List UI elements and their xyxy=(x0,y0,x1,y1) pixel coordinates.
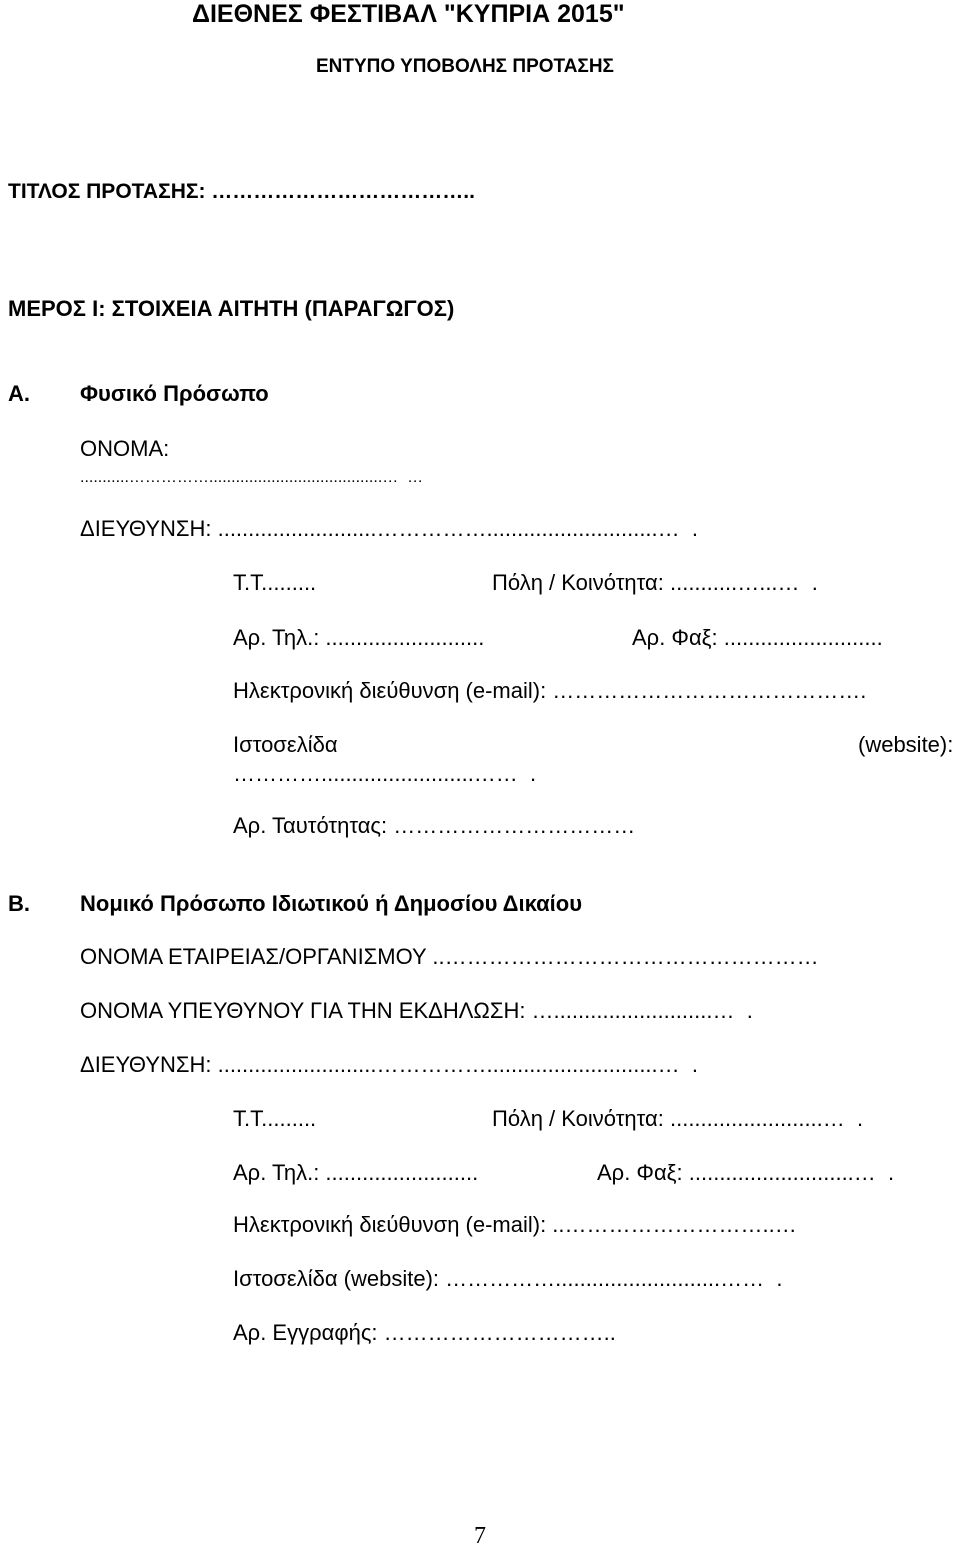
company-name-field: ΟΝΟΜΑ ΕΤΑΙΡΕΙΑΣ/ΟΡΓΑΝΙΣΜΟΥ ..…………………………………………… xyxy=(80,944,819,969)
website-field: Ιστοσελίδα (website): ……………...........................…… . xyxy=(233,1266,783,1291)
email-field: Ηλεκτρονική διεύθυνση (e-mail): ……………………………………. xyxy=(233,678,867,703)
phone-field: Αρ. Τηλ.: ......................... xyxy=(233,1160,479,1185)
address-field: ΔΙΕΥΘΥΝΣΗ: ..........................……………............................… . xyxy=(80,516,698,541)
city-field: Πόλη / Κοινότητα: .........................… . xyxy=(492,1106,864,1131)
postal-code-field: Τ.Τ......... xyxy=(233,1106,317,1131)
name-field-dots: ...........…………….......................................… … xyxy=(80,469,424,486)
section-b-title: Νομικό Πρόσωπο Ιδιωτικού ή Δημοσίου Δικαίου xyxy=(80,891,583,916)
section-a-title: Φυσικό Πρόσωπο xyxy=(80,381,269,406)
part-1-heading: ΜΕΡΟΣ Ι: ΣΤΟΙΧΕΙΑ ΑΙΤΗΤΗ (ΠΑΡΑΓΩΓΟΣ) xyxy=(8,296,455,321)
address-field: ΔΙΕΥΘΥΝΣΗ: ..........................……………............................… . xyxy=(80,1052,698,1077)
website-paren-label: (website): xyxy=(858,732,954,757)
id-number-field: Αρ. Ταυτότητας: …………………………… xyxy=(233,813,636,838)
section-b-letter: Β. xyxy=(8,891,30,916)
fax-field: Αρ. Φαξ: .......................... xyxy=(632,625,883,650)
section-a-letter: Α. xyxy=(8,381,30,406)
email-field: Ηλεκτρονική διεύθυνση (e-mail): ..………………………..… xyxy=(233,1212,797,1237)
postal-code-field: Τ.Τ......... xyxy=(233,570,317,595)
fax-field: Αρ. Φαξ: ...........................… . xyxy=(597,1160,895,1185)
form-subtitle: ΕΝΤΥΠΟ ΥΠΟΒΟΛΗΣ ΠΡΟΤΑΣΗΣ xyxy=(316,56,614,77)
responsible-person-field: ΟΝΟΜΑ ΥΠΕΥΘΥΝΟΥ ΓΙΑ ΤΗΝ ΕΚΔΗΛΩΣΗ: …..........................… . xyxy=(80,998,753,1023)
festival-title: ΔΙΕΘΝΕΣ ΦΕΣΤΙΒΑΛ "ΚΥΠΡΙΑ 2015" xyxy=(192,0,625,28)
page-number: 7 xyxy=(474,1523,486,1549)
registration-number-field: Αρ. Εγγραφής: ………………………….. xyxy=(233,1320,616,1345)
proposal-title-field: ΤΙΤΛΟΣ ΠΡΟΤΑΣΗΣ: ……………………………….. xyxy=(8,180,475,203)
phone-field: Αρ. Τηλ.: .......................... xyxy=(233,625,485,650)
website-label: Ιστοσελίδα xyxy=(233,732,338,757)
name-field-label: ΟΝΟΜΑ: xyxy=(80,436,170,461)
website-field-dots: ………….........................…… . xyxy=(233,761,537,786)
city-field: Πόλη / Κοινότητα: ...........…...… . xyxy=(492,570,818,595)
